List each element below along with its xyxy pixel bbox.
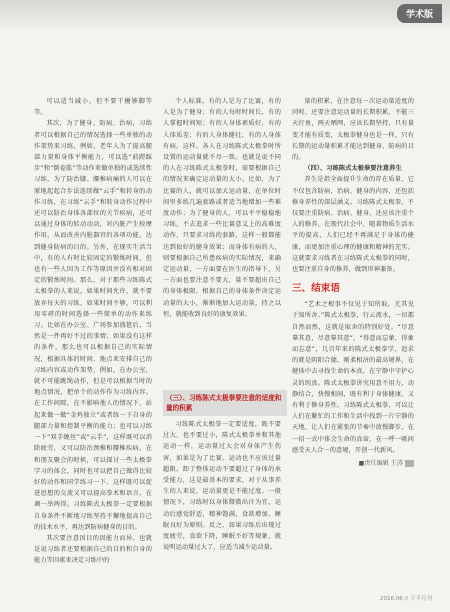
page-folio: 2016.06 // 下半月刊: [380, 596, 432, 602]
column-3: [292, 96, 414, 469]
subsection-heading: （四）、习练陈式太极拳要注意养生: [304, 165, 402, 173]
subsection-title: （三）、习练陈式太极拳要注意的适度和量的积累: [163, 390, 287, 416]
paragraph: 量的积累，在注意每一次运动量适度的同时，还要注意运动量的长期积累，不能三天打鱼，两天晒网，应该长期坚持，只有量变才能有质变，太极拳健身也是一样，只有长期的运动量积累才能达到健身、防病的目的。: [292, 98, 414, 162]
paragraph: “艺术之根事不仅见于知所取，尤其见于知所舍。”陈式太极拳，行云流水，一切都自然而然，这就是取舍的特别好处。“尽意摹其意，尽意摹其意”，“得意而忘象，得象而忘意”，几百年来的陈式太极拳学，追求的就是阴阳合德，刚柔相济的最高境界，在健体中去寻找生命的本真，在宁静中守护心灵的纯真。陈式太极拳讲究用意不用力，动静结合，快慢相间，既有利于身体健康，又有利于修身养性。习练陈式太极拳，可以让人们在繁忙的工作和生活中找到一片宁静的天地，让人们在紧张的节奏中放慢脚步，在一招一式中体会生命的真谛，在一呼一吸间感受天人合一的意境，开创一代新风。: [292, 301, 414, 454]
paragraph: 可以适当减小，但不要干擾够脚等等。: [34, 98, 152, 117]
section-tag: 学术版: [397, 4, 442, 23]
header-band: [0, 0, 450, 28]
editor-label: ■责任编辑 王涛: [358, 460, 403, 468]
column-2-top: [163, 96, 281, 386]
paragraph: 个人标准。有的人是为了比赛，有的人是为了健身；有的人每时时间长，有的人掌握时间短；有的人身体素质好，有的人体质差；有的人身体健壮，有的人身体有病。这样，各人在习练陈式太极拳时所设置的运动量就不尽一致。也就是说不同的人在习练陈式太极拳时，需要根据自己的情况来确定运动量的大小。比如，为了比赛的人，就可以加大运动量，在单位时间里多练几遍套路或者适当地增加一些难度动作；为了健身的人，可以平平稳稳地习练，不去追求一些比赛意义上的高难度动作，只要求习练的套路，这样一般都能达到很好的健身效果；而身体有病的人，则要根据自己所患疾病的实际情况，来确定运动量，一方面要在医生的指导下，另一方面也要注意不要大，量不要超出自己的身体极限，根据自己的身体条件决定运动量的大小，渐渐地加大运动量，持之以恒，就能收到良好的康复效果。: [163, 98, 281, 318]
paragraph: 其次，为了健身、防病、治病，习练者可以根据自己的情况选择一些单独的动作架势来习练，例如，老年人为了提高腿部力量和身体平衡能力，可以选“前蹬踩步”和“倒卷肱”等动作来做单独的或选续性习练，为了防治膝、腰椎病痛的人可以在原地起起合步法连续做“云手”和转身的动作习练，在习练“云手”和转身动作过程中还可以防治身体各部位的关节疾病，还可以通过身体的转动动动，对内脏产生按摩作用，从而改善内脏器官的各项功能，达到健身防病的目的。另外，在现实生活当中，有的人有时比较固定的锻炼时间，但也有一些人因为工作等原因并没有相对固定的锻炼时间。那么，对于那些习练陈式太极拳的人来说，如果时间允许，就不要放弃每天的习练，如果时间不够，可以利用零碎的时间选择一些简单的动作来练习。比如在办公室、广场参加盛筵后，当然是一件再好不过的事情；如果没有这样的条件，那么也可以根据自己的实际情况，根据具体的时间、地点来安排自己的习练内容或动作架势，例如，在办公室，就不可能跳绳动作，但是可以根据当时的地点情况，把单个的动作作为习练内容。在工作间隙，在不影响他人的情况下，站起来做一做“金鸡独立”或者练一下自身的腿部力量和控制平衡的能力；也可以习练一下“双手缠丝”或“云手”，这样既可以消除疲劳，又可以防治颈椎和腰椎疾病。在和朋友聚会的时候，可以探讨一些太极拳学习的体会，同时也可以把自己做得比较好的动作和同学练习一下。这样既可以促进思想的交流又可以提高拳术和语言，在调一举两得。习练陈式太极拳一定要根据自身条件不断地习练坚持不懈地提高自己的技术水平，再达到防病健身的目的。: [34, 120, 152, 531]
column-1: [34, 96, 152, 567]
paragraph: 习练陈式太极拳一定要适度，既不要过大，也不要过小，陈式太极拳单和其他运动一样，运动量过大会对身体产生伤害，如果是为了比赛，运动也不应该过量超限。卸了整体运动不要超过了身体的承受能力，这是最基本的要求，对于从事养生的人来说，运动量更是不能过度。一般情况下，习练时以身体微微出汗为宜，运动后感觉舒适，精神饱满，食欲增加，睡眠良好为原则。反之，如果习练后出现过度疲劳，食欲下降，睡眠不好等现象，就说明运动量过大了，应适当减少运动量。: [163, 421, 281, 552]
conclusion-heading: 三、结束语: [292, 283, 341, 295]
editor-credit: [292, 458, 414, 469]
badge-icon: [405, 460, 414, 467]
paragraph: 其次要注意因目的因能力而异。也就是说习练者还要根据自己的目的和自身的能力等因素来决定习练中的: [34, 534, 152, 565]
paragraph: 养生是指全面提升生命的存在质量，它不仅包含防病、治病、健身的内容，还包括修身养性的深层涵义。习练陈式太极拳，不仅要注重防病、治病、健身，还应该注重个人的修养，在现代社会中，随着物质生活水平的提高，人们已经不再满足于身体的健康，而更加注重心理的健康和精神的充实。这就要求习练者在习练陈式太极拳的同时，也要注重自身的修养，做到形神兼备。: [292, 176, 414, 274]
column-2-bottom: [163, 419, 281, 581]
